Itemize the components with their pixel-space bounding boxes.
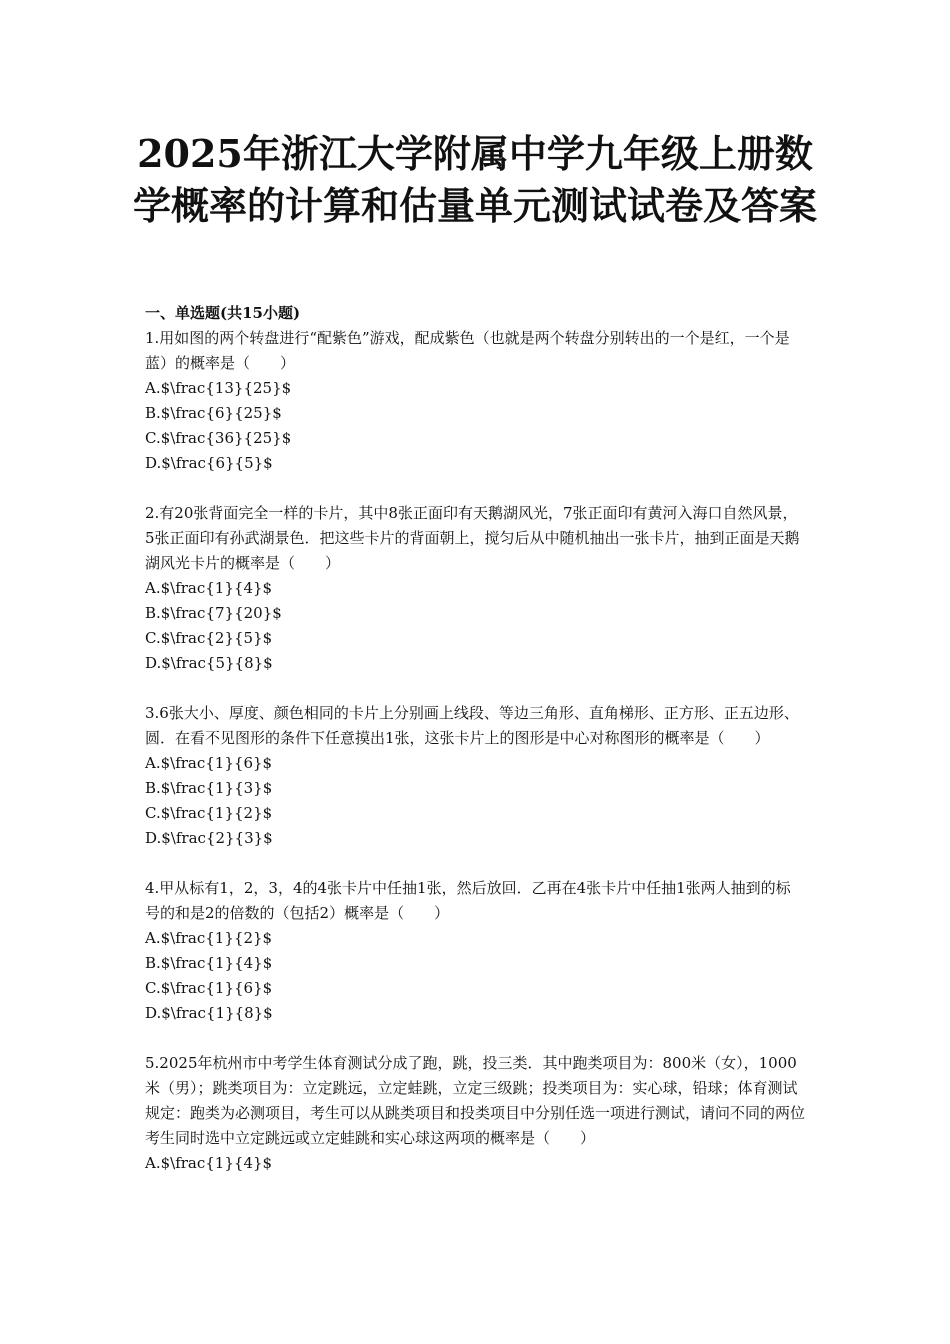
option-c: C.$\frac{2}{5}$ xyxy=(145,629,273,647)
document-title: 2025年浙江大学附属中学九年级上册数学概率的计算和估量单元测试试卷及答案 xyxy=(132,131,817,228)
question-stem: 1.用如图的两个转盘进行“配紫色”游戏，配成紫色（也就是两个转盘分别转出的一个是红，一个是蓝）的概率是（ ） xyxy=(145,329,790,372)
spacer xyxy=(145,1026,805,1051)
question-2 xyxy=(145,501,805,676)
option-a: A.$\frac{1}{4}$ xyxy=(145,579,273,597)
option-d: D.$\frac{1}{8}$ xyxy=(145,1004,273,1022)
section-heading: 一、单选题(共15小题) xyxy=(145,304,301,322)
option-d: D.$\frac{2}{3}$ xyxy=(145,829,273,847)
question-stem: 5.2025年杭州市中考学生体育测试分成了跑，跳，投三类．其中跑类项目为：800米（女），1000米（男）；跳类项目为：立定跳远，立定蛙跳，立定三级跳；投类项目为：实心球，铅球；体育测试规定：跑类为必测项目，考生可以从跳类项目和投类项目中分别任选一项进行测试，请问不同的两位考生同时选中立定跳远或立定蛙跳和实心球这两项的概率是（ ） xyxy=(145,1054,806,1147)
option-b: B.$\frac{6}{25}$ xyxy=(145,404,282,422)
option-a: A.$\frac{13}{25}$ xyxy=(145,379,292,397)
spacer xyxy=(145,676,805,701)
option-a: A.$\frac{1}{6}$ xyxy=(145,754,273,772)
option-d: D.$\frac{5}{8}$ xyxy=(145,654,273,672)
option-a: A.$\frac{1}{4}$ xyxy=(145,1154,273,1172)
question-4 xyxy=(145,876,805,1026)
option-c: C.$\frac{1}{2}$ xyxy=(145,804,273,822)
question-stem: 2.有20张背面完全一样的卡片，其中8张正面印有天鹅湖风光，7张正面印有黄河入海口自然风景，5张正面印有孙武湖景色．把这些卡片的背面朝上，搅匀后从中随机抽出一张卡片，抽到正面是天鹅湖风光卡片的概率是（ ） xyxy=(145,504,800,572)
option-b: B.$\frac{1}{3}$ xyxy=(145,779,273,797)
option-c: C.$\frac{1}{6}$ xyxy=(145,979,273,997)
question-1 xyxy=(145,326,805,476)
spacer xyxy=(145,851,805,876)
question-3 xyxy=(145,701,805,851)
option-b: B.$\frac{1}{4}$ xyxy=(145,954,273,972)
option-d: D.$\frac{6}{5}$ xyxy=(145,454,273,472)
spacer xyxy=(145,476,805,501)
option-b: B.$\frac{7}{20}$ xyxy=(145,604,282,622)
question-list xyxy=(145,301,805,1176)
question-5 xyxy=(145,1051,805,1176)
option-c: C.$\frac{36}{25}$ xyxy=(145,429,292,447)
option-a: A.$\frac{1}{2}$ xyxy=(145,929,273,947)
question-stem: 4.甲从标有1，2，3，4的4张卡片中任抽1张，然后放回．乙再在4张卡片中任抽1张两人抽到的标号的和是2的倍数的（包括2）概率是（ ） xyxy=(145,879,791,922)
question-stem: 3.6张大小、厚度、颜色相同的卡片上分别画上线段、等边三角形、直角梯形、正方形、正五边形、圆．在看不见图形的条件下任意摸出1张，这张卡片上的图形是中心对称图形的概率是（ ） xyxy=(145,704,799,747)
